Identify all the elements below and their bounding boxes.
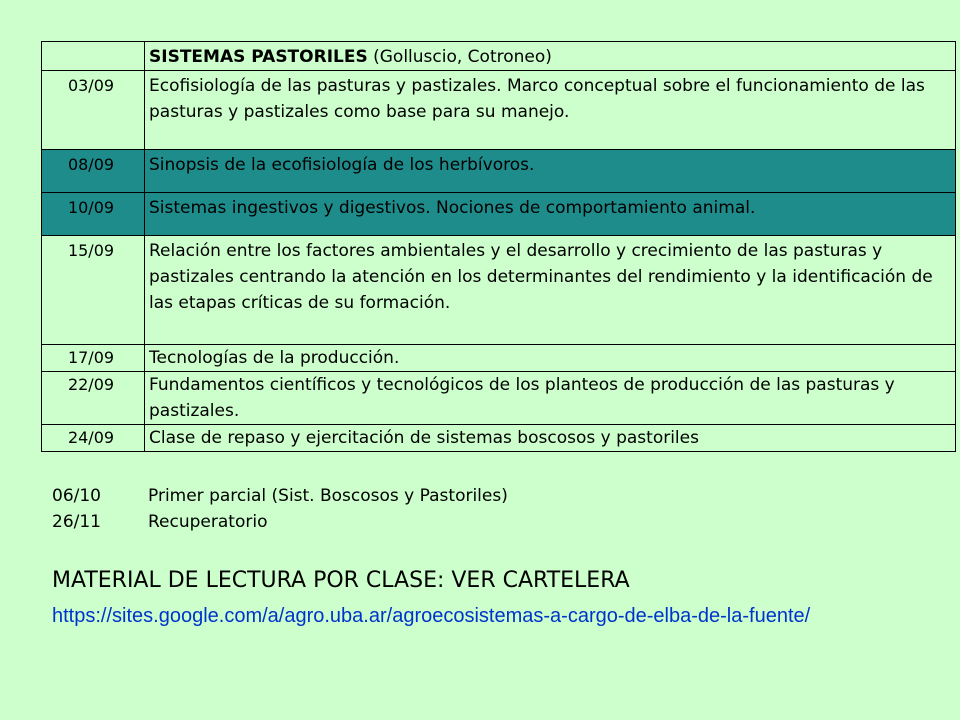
row-date: 08/09 — [42, 150, 145, 193]
section-authors: (Golluscio, Cotroneo) — [367, 47, 552, 67]
table-row — [42, 193, 956, 236]
row-text: Relación entre los factores ambientales y el desarrollo y crecimiento de las pasturas y pastizales centrando la atención en los determinantes del rendimiento y la identificación de las etapas críticas de su formación. — [145, 236, 956, 345]
row-date: 17/09 — [42, 345, 145, 372]
row-text: Clase de repaso y ejercitación de sistemas boscosos y pastoriles — [145, 425, 956, 452]
row-text: Sinopsis de la ecofisiología de los herbívoros. — [145, 150, 956, 193]
row-date: 03/09 — [42, 71, 145, 150]
row-date: 10/09 — [42, 193, 145, 236]
row-text: Sistemas ingestivos y digestivos. Nociones de comportamiento animal. — [145, 193, 956, 236]
row-text: Tecnologías de la producción. — [145, 345, 956, 372]
exam-item — [52, 483, 508, 509]
header-title-cell — [145, 42, 956, 71]
table-row — [42, 71, 956, 150]
table-row — [42, 345, 956, 372]
table-row — [42, 236, 956, 345]
schedule-table — [41, 41, 956, 452]
exam-label: Primer parcial (Sist. Boscosos y Pastoriles) — [148, 486, 508, 506]
material-heading: MATERIAL DE LECTURA POR CLASE: VER CARTELERA — [52, 568, 630, 593]
row-text: Fundamentos científicos y tecnológicos de los planteos de producción de las pasturas y pastizales. — [145, 372, 956, 425]
row-date: 24/09 — [42, 425, 145, 452]
cartelera-link[interactable]: https://sites.google.com/a/agro.uba.ar/agroecosistemas-a-cargo-de-elba-de-la-fuente/ — [52, 605, 811, 627]
table-row — [42, 425, 956, 452]
exam-item — [52, 509, 508, 535]
exam-label: Recuperatorio — [148, 512, 268, 532]
section-title: SISTEMAS PASTORILES — [149, 47, 368, 67]
row-date: 22/09 — [42, 372, 145, 425]
exam-date: 06/10 — [52, 486, 101, 506]
table-row — [42, 372, 956, 425]
row-text: Ecofisiología de las pasturas y pastizales. Marco conceptual sobre el funcionamiento de las pasturas y pastizales como base para su manejo. — [145, 71, 956, 150]
row-date: 15/09 — [42, 236, 145, 345]
table-row — [42, 150, 956, 193]
table-header-row — [42, 42, 956, 71]
exam-list — [52, 483, 508, 535]
exam-date: 26/11 — [52, 512, 101, 532]
header-date-cell — [42, 42, 145, 71]
